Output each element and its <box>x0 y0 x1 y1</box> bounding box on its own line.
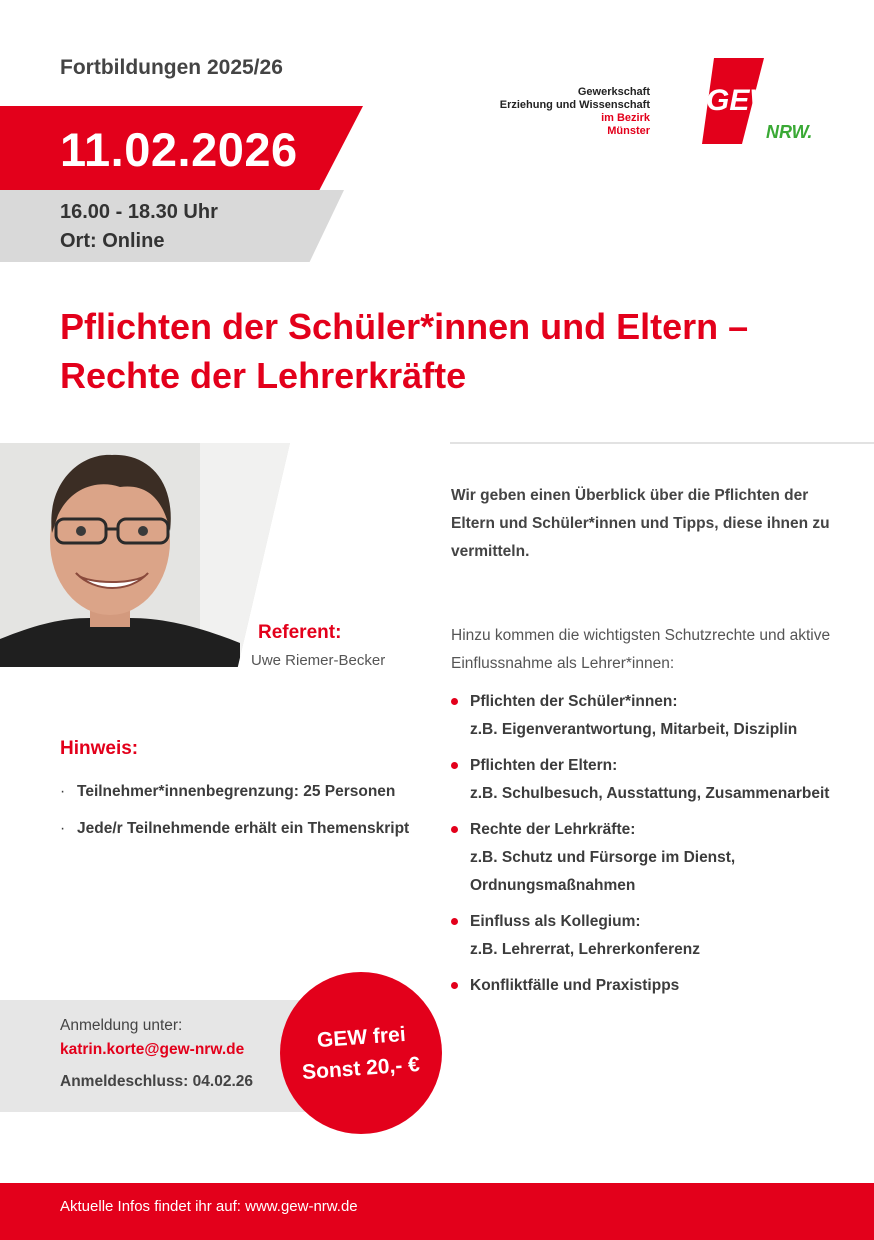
event-date: 11.02.2026 <box>60 123 298 176</box>
price-member: GEW frei <box>315 1022 407 1053</box>
event-place: Ort: Online <box>60 230 165 252</box>
topic-title: Pflichten der Schüler*innen: <box>470 693 678 710</box>
topic-list <box>451 688 871 1008</box>
topic-item <box>451 816 871 900</box>
event-title <box>60 302 850 400</box>
topic-title: Rechte der Lehrkräfte: <box>470 821 636 838</box>
description-intro: Wir geben einen Überblick über die Pflichten der Eltern und Schüler*innen und Tipps, diese ihnen zu vermitteln. <box>451 487 830 560</box>
hint-bullet: · <box>60 820 66 837</box>
logo-line-2: Erziehung und Wissenschaft <box>499 99 650 111</box>
bullet-icon <box>451 826 458 833</box>
registration-email-link[interactable]: katrin.korte@gew-nrw.de <box>60 1041 245 1058</box>
bullet-icon <box>451 698 458 705</box>
topic-item <box>451 972 871 1000</box>
bullet-icon <box>451 762 458 769</box>
hint-list <box>60 780 440 854</box>
logo-wordmark <box>500 86 650 138</box>
bullet-icon <box>451 918 458 925</box>
hint-text: Jede/r Teilnehmende erhält ein Themenskript <box>77 820 410 837</box>
price-badge <box>280 972 442 1134</box>
event-title-line-2: Rechte der Lehrerkräfte <box>60 355 467 396</box>
topic-item <box>451 908 871 964</box>
gew-logo-mark <box>702 58 822 144</box>
footer-info-link[interactable]: Aktuelle Infos findet ihr auf: www.gew-nrw.de <box>60 1198 358 1215</box>
topic-title: Pflichten der Eltern: <box>470 757 618 774</box>
hint-item <box>60 817 440 841</box>
registration-label: Anmeldung unter: <box>60 1017 183 1034</box>
topic-detail: z.B. Eigenverantwortung, Mitarbeit, Disziplin <box>470 721 798 738</box>
topic-title: Konfliktfälle und Praxistipps <box>470 977 680 994</box>
speaker-portrait <box>0 443 290 667</box>
topic-item <box>451 752 871 808</box>
logo-mark-text: GEW <box>706 84 778 117</box>
speaker-label: Referent: <box>258 622 342 643</box>
topic-title: Einfluss als Kollegium: <box>470 913 641 930</box>
price-regular: Sonst 20,- € <box>301 1052 421 1085</box>
topic-detail: z.B. Schutz und Fürsorge im Dienst, Ordnungsmaßnahmen <box>470 849 736 894</box>
hint-bullet: · <box>60 783 66 800</box>
event-title-line-1: Pflichten der Schüler*innen und Eltern – <box>60 306 749 347</box>
bullet-icon <box>451 982 458 989</box>
series-label: Fortbildungen 2025/26 <box>60 56 283 79</box>
speaker-photo <box>0 443 290 667</box>
logo-line-4: Münster <box>607 125 650 137</box>
logo-line-1: Gewerkschaft <box>577 86 650 98</box>
topic-detail: z.B. Lehrerrat, Lehrerkonferenz <box>470 941 700 958</box>
logo-line-3: im Bezirk <box>601 112 650 124</box>
hint-text: Teilnehmer*innenbegrenzung: 25 Personen <box>77 783 396 800</box>
topic-item <box>451 688 871 744</box>
registration-deadline: Anmeldeschluss: 04.02.26 <box>60 1073 253 1090</box>
hint-item <box>60 780 440 804</box>
description-more: Hinzu kommen die wichtigsten Schutzrechte und aktive Einflussnahme als Lehrer*innen: <box>451 627 831 672</box>
gew-logo <box>499 58 830 148</box>
hint-label: Hinweis: <box>60 738 139 759</box>
event-time: 16.00 - 18.30 Uhr <box>60 201 218 223</box>
logo-region-text: NRW. <box>766 122 813 142</box>
speaker-name: Uwe Riemer-Becker <box>251 652 386 669</box>
section-divider <box>450 442 874 444</box>
topic-detail: z.B. Schulbesuch, Ausstattung, Zusammenarbeit <box>470 785 830 802</box>
time-place-block <box>60 198 218 256</box>
